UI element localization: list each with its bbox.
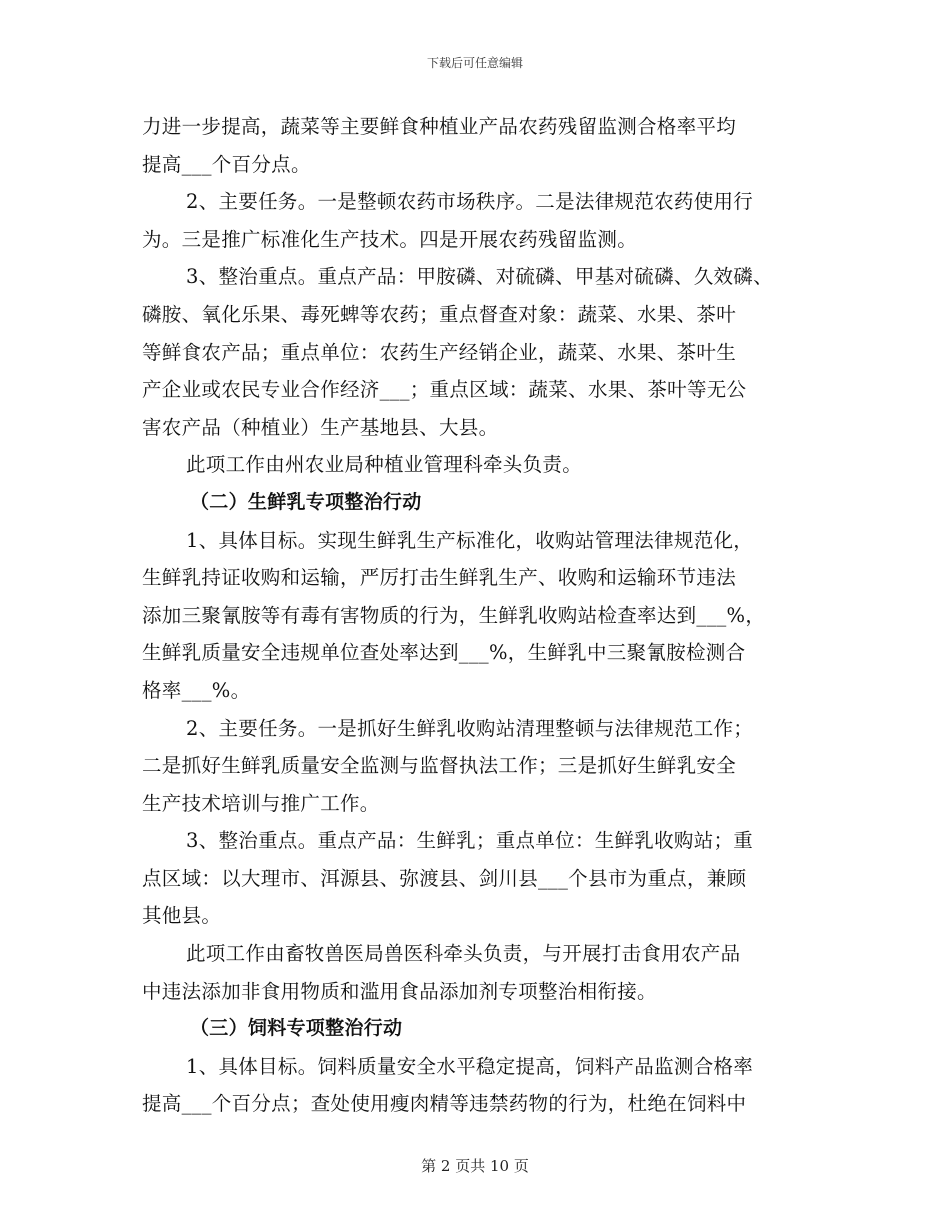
paragraph-line: 害农产品（种植业）生产基地县、大县。 (142, 415, 499, 439)
paragraph-line: 提高___个百分点。 (142, 152, 311, 176)
section-heading: （二）生鲜乳专项整治行动 (190, 490, 422, 513)
paragraph-line: 产企业或农民专业合作经济___；重点区域：蔬菜、水果、茶叶等无公 (142, 378, 747, 402)
paragraph-line: 2、主要任务。一是整顿农药市场秩序。二是法律规范农药使用行 (186, 190, 754, 214)
paragraph-line: 点区域：以大理市、洱源县、弥渡县、剑川县___个县市为重点，兼顾 (142, 866, 747, 890)
paragraph-line: 等鲜食农产品；重点单位：农药生产经销企业，蔬菜、水果、茶叶生 (142, 340, 737, 364)
paragraph-line: 1、具体目标。饲料质量安全水平稳定提高，饲料产品监测合格率 (186, 1054, 754, 1078)
page-number-footer: 第 2 页共 10 页 (421, 1157, 529, 1175)
paragraph-line: 生产技术培训与推广工作。 (142, 791, 380, 815)
page-header: 下载后可任意编辑 (426, 56, 523, 70)
section-heading: （三）饲料专项整治行动 (190, 1017, 403, 1040)
paragraph-line: 力进一步提高，蔬菜等主要鲜食种植业产品农药残留监测合格率平均 (142, 115, 737, 138)
paragraph-line: 添加三聚氰胺等有毒有害物质的行为，生鲜乳收购站检查率达到___%， (142, 603, 766, 627)
paragraph-line: 2、主要任务。一是抓好生鲜乳收购站清理整顿与法律规范工作； (186, 716, 754, 740)
paragraph-line: 生鲜乳质量安全违规单位查处率达到___%，生鲜乳中三聚氰胺检测合 (142, 641, 746, 665)
paragraph-line: 磷胺、氧化乐果、毒死蜱等农药；重点督查对象：蔬菜、水果、茶叶 (142, 302, 737, 326)
paragraph-line: 其他县。 (142, 904, 222, 928)
paragraph-line: 提高___个百分点；查处使用瘦肉精等违禁药物的行为，杜绝在饲料中 (142, 1092, 747, 1116)
paragraph-line: 3、整治重点。重点产品：甲胺磷、对硫磷、甲基对硫磷、久效磷、 (186, 265, 773, 289)
paragraph-line: 中违法添加非食用物质和滥用食品添加剂专项整治相衔接。 (142, 979, 657, 1003)
paragraph-line: 3、整治重点。重点产品：生鲜乳；重点单位：生鲜乳收购站；重 (186, 829, 754, 853)
paragraph-line: 此项工作由畜牧兽医局兽医科牵头负责，与开展打击食用农产品 (186, 942, 741, 966)
paragraph-line: 格率___%。 (142, 678, 251, 702)
paragraph-line: 生鲜乳持证收购和运输，严厉打击生鲜乳生产、收购和运输环节违法 (142, 566, 737, 590)
paragraph-line: 1、具体目标。实现生鲜乳生产标准化，收购站管理法律规范化， (186, 528, 754, 552)
paragraph-line: 为。三是推广标准化生产技术。四是开展农药残留监测。 (142, 227, 638, 251)
paragraph-line: 此项工作由州农业局种植业管理科牵头负责。 (186, 453, 583, 477)
paragraph-line: 二是抓好生鲜乳质量安全监测与监督执法工作；三是抓好生鲜乳安全 (142, 754, 737, 778)
document-body (142, 108, 822, 1123)
